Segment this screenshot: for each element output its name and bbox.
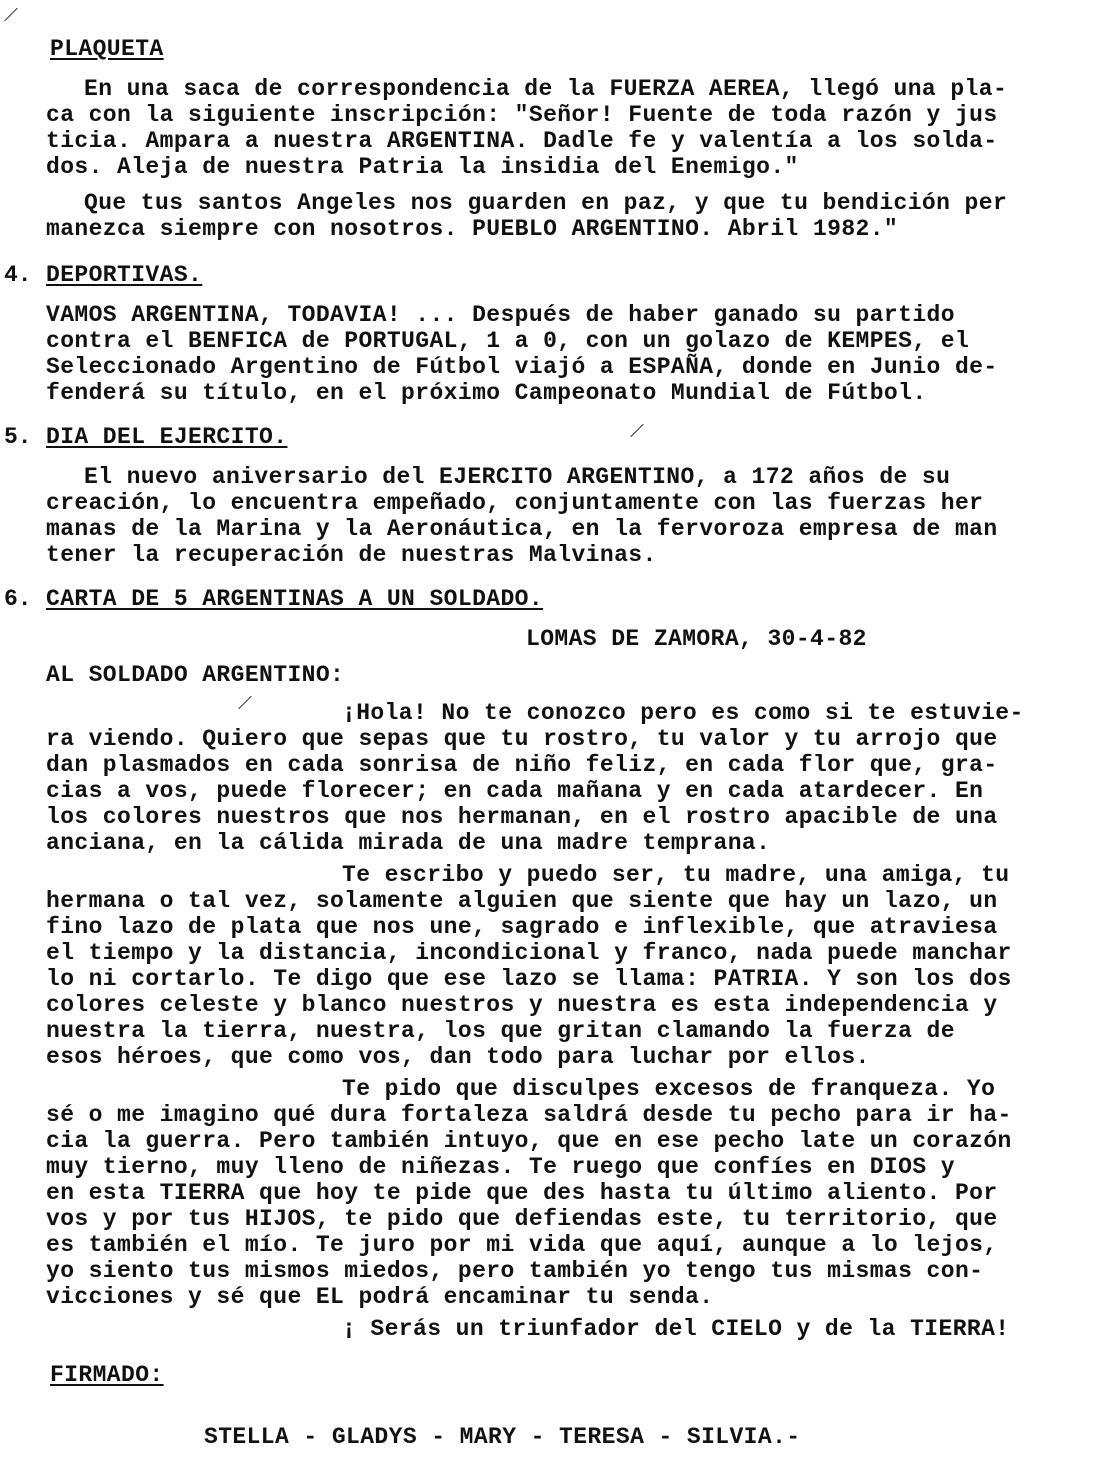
text-line: manezca siempre con nosotros. PUEBLO ARGENTINO. Abril 1982." (46, 216, 899, 242)
section-number: 4. (4, 262, 32, 288)
stray-mark (4, 8, 17, 21)
text-line: cia la guerra. Pero también intuyo, que en ese pecho late un corazón (46, 1128, 1012, 1154)
stray-mark (630, 424, 643, 437)
text-line: lo ni cortarlo. Te digo que ese lazo se llama: PATRIA. Y son los dos (46, 966, 1012, 992)
text-line: Te escribo y puedo ser, tu madre, una amiga, tu (342, 862, 1010, 888)
text-line: nuestra la tierra, nuestra, los que gritan clamando la fuerza de (46, 1018, 955, 1044)
text-line: sé o me imagino qué dura fortaleza saldrá desde tu pecho para ir ha- (46, 1102, 1012, 1128)
text-line: colores celeste y blanco nuestros y nuestra es esta independencia y (46, 992, 998, 1018)
text-line: manas de la Marina y la Aeronáutica, en la fervoroza empresa de man (46, 516, 998, 542)
letter-place-date: LOMAS DE ZAMORA, 30-4-82 (526, 626, 867, 652)
text-line: es también el mío. Te juro por mi vida que aquí, aunque a lo lejos, (46, 1232, 998, 1258)
text-line: cias a vos, puede florecer; en cada mañana y en cada atardecer. En (46, 778, 984, 804)
text-line: dos. Aleja de nuestra Patria la insidia del Enemigo." (46, 154, 799, 180)
text-line: El nuevo aniversario del EJERCITO ARGENTINO, a 172 años de su (84, 464, 951, 490)
text-line: esos héroes, que como vos, dan todo para luchar por ellos. (46, 1044, 870, 1070)
text-line: Te pido que disculpes excesos de franqueza. Yo (342, 1076, 996, 1102)
letter-closing: ¡ Serás un triunfador del CIELO y de la TIERRA! (342, 1316, 1010, 1342)
text-line: vos y por tus HIJOS, te pido que defiendas este, tu territorio, que (46, 1206, 998, 1232)
text-line: fino lazo de plata que nos une, sagrado e inflexible, que atraviesa (46, 914, 998, 940)
text-line: creación, lo encuentra empeñado, conjuntamente con las fuerzas her (46, 490, 984, 516)
text-line: Que tus santos Angeles nos guarden en paz, y que tu bendición per (84, 190, 1008, 216)
text-line: muy tierno, muy lleno de niñezas. Te ruego que confíes en DIOS y (46, 1154, 955, 1180)
text-line: dan plasmados en cada sonrisa de niño feliz, en cada flor que, gra- (46, 752, 998, 778)
stray-mark (238, 696, 251, 709)
text-line: Seleccionado Argentino de Fútbol viajó a ESPAÑA, donde en Junio de- (46, 354, 998, 380)
section-heading-carta: CARTA DE 5 ARGENTINAS A UN SOLDADO. (46, 586, 544, 612)
text-line: anciana, en la cálida mirada de una madre temprana. (46, 830, 771, 856)
section-heading-ejercito: DIA DEL EJERCITO. (46, 424, 288, 450)
section-number: 6. (4, 586, 32, 612)
section-heading-deportivas: DEPORTIVAS. (46, 262, 203, 288)
letter-salutation: AL SOLDADO ARGENTINO: (46, 662, 345, 688)
text-line: tener la recuperación de nuestras Malvinas. (46, 542, 657, 568)
text-line: fenderá su título, en el próximo Campeonato Mundial de Fútbol. (46, 380, 927, 406)
text-line: ra viendo. Quiero que sepas que tu rostro, tu valor y tu arrojo que (46, 726, 998, 752)
text-line: en esta TIERRA que hoy te pide que des hasta tu último aliento. Por (46, 1180, 998, 1206)
text-line: ticia. Ampara a nuestra ARGENTINA. Dadle fe y valentía a los solda- (46, 128, 998, 154)
signed-label: FIRMADO: (50, 1362, 164, 1388)
signatures: STELLA - GLADYS - MARY - TERESA - SILVIA.- (204, 1424, 801, 1450)
text-line: ¡Hola! No te conozco pero es como si te estuvie- (342, 700, 1024, 726)
text-line: hermana o tal vez, solamente alguien que siente que hay un lazo, un (46, 888, 998, 914)
section-heading-plaqueta: PLAQUETA (50, 36, 164, 62)
text-line (84, 76, 1007, 102)
text-line: En una saca de correspondencia de la FUERZA AEREA, llegó una pla- (84, 76, 1008, 102)
text-line: los colores nuestros que nos hermanan, en el rostro apacible de una (46, 804, 998, 830)
text-line: contra el BENFICA de PORTUGAL, 1 a 0, con un golazo de KEMPES, el (46, 328, 970, 354)
text-line: yo siento tus mismos miedos, pero también yo tengo tus mismas con- (46, 1258, 984, 1284)
section-number: 5. (4, 424, 32, 450)
text-line: VAMOS ARGENTINA, TODAVIA! ... Después de haber ganado su partido (46, 302, 955, 328)
text-line: vicciones y sé que EL podrá encaminar tu senda. (46, 1284, 714, 1310)
text-line: el tiempo y la distancia, incondicional y franco, nada puede manchar (46, 940, 1012, 966)
text-line: ca con la siguiente inscripción: "Señor! Fuente de toda razón y jus (46, 102, 998, 128)
